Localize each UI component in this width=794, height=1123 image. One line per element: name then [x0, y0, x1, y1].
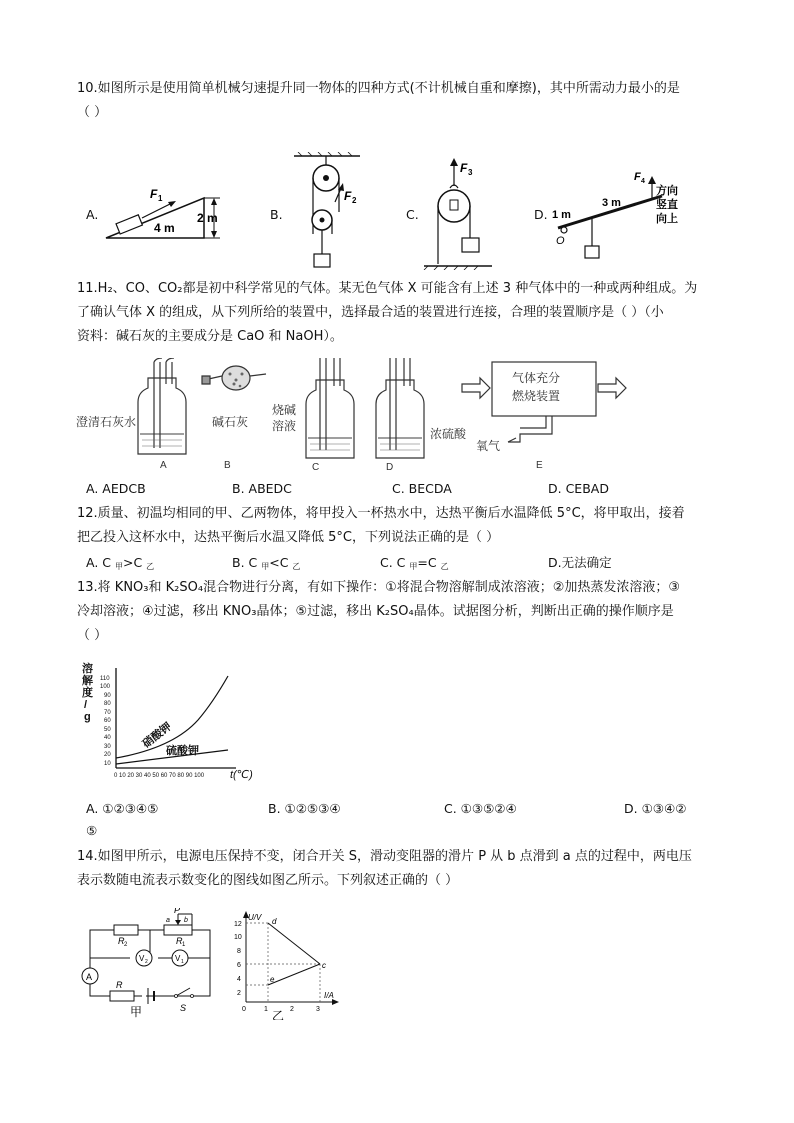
q11-apparatus-figure [76, 358, 636, 472]
q13-ytick-110: 110 [100, 676, 110, 682]
q14-circuit-r1-sub: 1 [182, 942, 186, 948]
q14-stem-line2: 表示数随电流表示数变化的图线如图乙所示。下列叙述正确的（ ） [77, 873, 459, 888]
q10a-force-sub: 1 [158, 194, 163, 203]
q14-graph-point-e: e [270, 975, 275, 984]
q14-graph-xtick-0: 0 [242, 1006, 246, 1013]
q11-option-d[interactable]: D. CEBAD [548, 481, 609, 496]
q10b-force-sub: 2 [352, 196, 357, 205]
q11-a-label: 澄清石灰水 [76, 415, 137, 429]
q11-stem-line2: 了确认气体 X 的组成，从下列所给的装置中，选择最合适的装置进行连接，合理的装置顺序是（ ）（小 [77, 305, 664, 320]
q13-ytick-100: 100 [100, 684, 111, 690]
q10d-dir1: 方向 [656, 185, 678, 197]
q11-stem-line3: 资料：碱石灰的主要成分是 CaO 和 NaOH）。 [77, 329, 343, 344]
q11-c-label2: 溶液 [272, 419, 297, 433]
q13-ytick-20: 20 [104, 752, 111, 758]
q11-e-letter: E [536, 460, 543, 471]
q12-option-a-sub1: 甲 [114, 562, 123, 571]
q12-option-c-pre: C. C [380, 555, 410, 570]
q13-ytick-70: 70 [104, 710, 111, 716]
q14-graph-yunit: U/V [248, 913, 262, 922]
q13-ylabel-2: 度 [82, 687, 93, 699]
q13-solubility-figure [80, 660, 260, 782]
q10a-length: 4 m [154, 221, 175, 235]
q12-option-a-pre: A. C [86, 555, 115, 570]
q13-ytick-10: 10 [104, 761, 111, 767]
q11-b-letter: B [224, 460, 231, 471]
q11-option-c[interactable]: C. BECDA [392, 481, 452, 496]
q13-option-d-cont: ⑤ [86, 823, 98, 838]
q10-figure-incline [104, 180, 234, 242]
q12-option-c-sub1: 甲 [409, 562, 418, 571]
q10-figure-pulley-block [290, 152, 370, 270]
q10a-height: 2 m [197, 211, 218, 225]
q13-option-a[interactable]: A. ①②③④⑤ [86, 801, 159, 816]
q11-e-oxygen: 氧气 [476, 439, 501, 453]
q11-c-letter: C [312, 462, 320, 472]
q12-option-c-mid: =C [417, 555, 441, 570]
q14-circuit-v1: V [175, 954, 181, 963]
q13-option-d[interactable]: D. ①③④② [624, 801, 687, 816]
q12-stem-line2: 把乙投入这杯水中，达热平衡后水温又降低 5°C，下列说法正确的是（ ） [77, 530, 500, 545]
q13-stem-line2: 冷却溶液；④过滤，移出 KNO₃晶体；⑤过滤，移出 K₂SO₄晶体。试据图分析，判断出正确的操作顺序是 [77, 604, 674, 619]
q14-circuit-v2: V [139, 954, 145, 963]
q14-circuit-switch: S [180, 1003, 187, 1013]
q11-d-letter: D [386, 462, 394, 472]
q10d-pivot: O [556, 235, 565, 247]
q10d-force-sub: 4 [641, 178, 645, 185]
q13-ytick-90: 90 [104, 693, 111, 699]
q12-option-a-sub2: 乙 [146, 562, 155, 571]
q13-option-b[interactable]: B. ①②⑤③④ [268, 801, 341, 816]
q14-graph-ytick-12: 12 [234, 921, 242, 928]
q14-graph-xunit: I/A [324, 991, 334, 1000]
q14-circuit-p: P [174, 908, 181, 915]
q10-option-b[interactable]: B. [270, 207, 283, 222]
q13-ylabel-3: / [84, 699, 88, 711]
q13-ytick-60: 60 [104, 718, 111, 724]
q10-figure-movable-pulley [420, 156, 500, 270]
q14-graph-caption: 乙 [272, 1009, 285, 1020]
q13-xticks: 0 10 20 30 40 50 60 70 80 90 100 [114, 773, 205, 779]
q10d-force: F [634, 171, 641, 183]
q10-option-a[interactable]: A. [86, 207, 99, 222]
q13-stem-line3: （ ） [77, 628, 108, 643]
q13-ylabel-0: 溶 [82, 663, 93, 675]
q13-ylabel-1: 解 [82, 675, 93, 687]
q10-stem-line1: 10.如图所示是使用简单机械匀速提升同一物体的四种方式(不计机械自重和摩擦)，其中所需动力最小的是 [77, 81, 680, 96]
q11-d-label: 浓硫酸 [430, 427, 467, 441]
q14-graph-xtick-3: 3 [316, 1006, 320, 1013]
q11-stem-line1: 11.H₂、CO、CO₂都是初中科学常见的气体。某无色气体 X 可能含有上述 3 种气体中的一种或两种组成。为 [77, 281, 698, 296]
q13-ylabel-4: g [84, 711, 91, 723]
q14-circuit-v2-sub: 2 [145, 959, 148, 965]
q14-circuit-v1-sub: 1 [181, 959, 184, 965]
q10d-len1: 1 m [552, 209, 571, 221]
q12-stem-line1: 12.质量、初温均相同的甲、乙两物体，将甲投入一杯热水中，达热平衡后水温降低 5°C，将甲取出，接着 [77, 506, 685, 521]
q14-stem-line1: 14.如图甲所示，电源电压保持不变，闭合开关 S，滑动变阻器的滑片 P 从 b 点滑到 a 点的过程中，两电压 [77, 849, 692, 864]
q14-graph-xtick-1: 1 [264, 1006, 268, 1013]
q12-option-b-mid: <C [269, 555, 293, 570]
q14-circuit-r1: R [176, 936, 183, 946]
q13-xunit: t(℃) [230, 769, 253, 781]
q14-graph-ytick-4: 4 [237, 976, 241, 983]
q13-ytick-80: 80 [104, 701, 111, 707]
q11-option-a[interactable]: A. AEDCB [86, 481, 146, 496]
q10d-len2: 3 m [602, 197, 621, 209]
q10b-force: F [344, 189, 352, 203]
q14-graph-point-c: c [322, 961, 326, 970]
q11-option-b[interactable]: B. ABEDC [232, 481, 292, 496]
q14-graph-ytick-8: 8 [237, 948, 241, 955]
q14-graph-ytick-6: 6 [237, 962, 241, 969]
q11-b-label: 碱石灰 [212, 415, 249, 429]
q14-circuit-ammeter: A [86, 972, 93, 982]
q10d-dir2: 竖直 [656, 199, 678, 211]
q13-stem-line1: 13.将 KNO₃和 K₂SO₄混合物进行分离，有如下操作：①将混合物溶解制成浓溶液；②加热蒸发浓溶液；③ [77, 580, 681, 595]
q14-circuit-figure [80, 908, 220, 1018]
q12-option-b[interactable] [232, 554, 300, 576]
q10a-force: F [150, 187, 158, 201]
q14-circuit-r2-sub: 2 [124, 942, 128, 948]
q10-figure-lever [552, 170, 702, 266]
q10-option-c[interactable]: C. [406, 207, 419, 222]
q12-option-a[interactable] [86, 554, 154, 576]
q14-graph-point-d: d [272, 917, 277, 926]
q11-a-letter: A [160, 460, 167, 471]
q13-curve-k2so4: 硫酸钾 [166, 745, 199, 757]
q12-option-c-sub2: 乙 [440, 562, 449, 571]
q10-stem-line2: （ ） [77, 105, 108, 120]
q12-option-b-pre: B. C [232, 555, 262, 570]
q11-e-box-line1: 气体充分 [512, 371, 561, 385]
q13-curve-kno3: 硝酸钾 [140, 720, 175, 751]
q10c-force-sub: 3 [468, 168, 473, 177]
q14-graph-xtick-2: 2 [290, 1006, 294, 1013]
q14-graph-ytick-10: 10 [234, 934, 242, 941]
q12-option-b-sub1: 甲 [261, 562, 270, 571]
q12-option-b-sub2: 乙 [292, 562, 301, 571]
q12-option-d[interactable]: D.无法确定 [548, 555, 612, 570]
q10-option-d[interactable]: D. [534, 207, 548, 222]
q11-e-box-line2: 燃烧装置 [512, 389, 561, 403]
q14-circuit-r: R [116, 980, 123, 990]
q14-circuit-a: a [166, 917, 170, 924]
q10d-dir3: 向上 [656, 213, 678, 225]
q14-circuit-caption: 甲 [130, 1005, 143, 1018]
q14-circuit-r2: R [118, 936, 125, 946]
q14-graph-ytick-2: 2 [237, 990, 241, 997]
q13-ytick-30: 30 [104, 744, 111, 750]
q14-graph-figure [228, 910, 348, 1020]
q14-circuit-b: b [184, 917, 188, 924]
q13-ytick-40: 40 [104, 735, 111, 741]
q13-option-c[interactable]: C. ①③⑤②④ [444, 801, 517, 816]
q11-c-label1: 烧碱 [272, 403, 297, 417]
q12-option-c[interactable] [380, 554, 449, 576]
q13-ytick-50: 50 [104, 727, 111, 733]
q10c-force: F [460, 161, 468, 175]
q12-option-a-mid: >C [122, 555, 147, 570]
